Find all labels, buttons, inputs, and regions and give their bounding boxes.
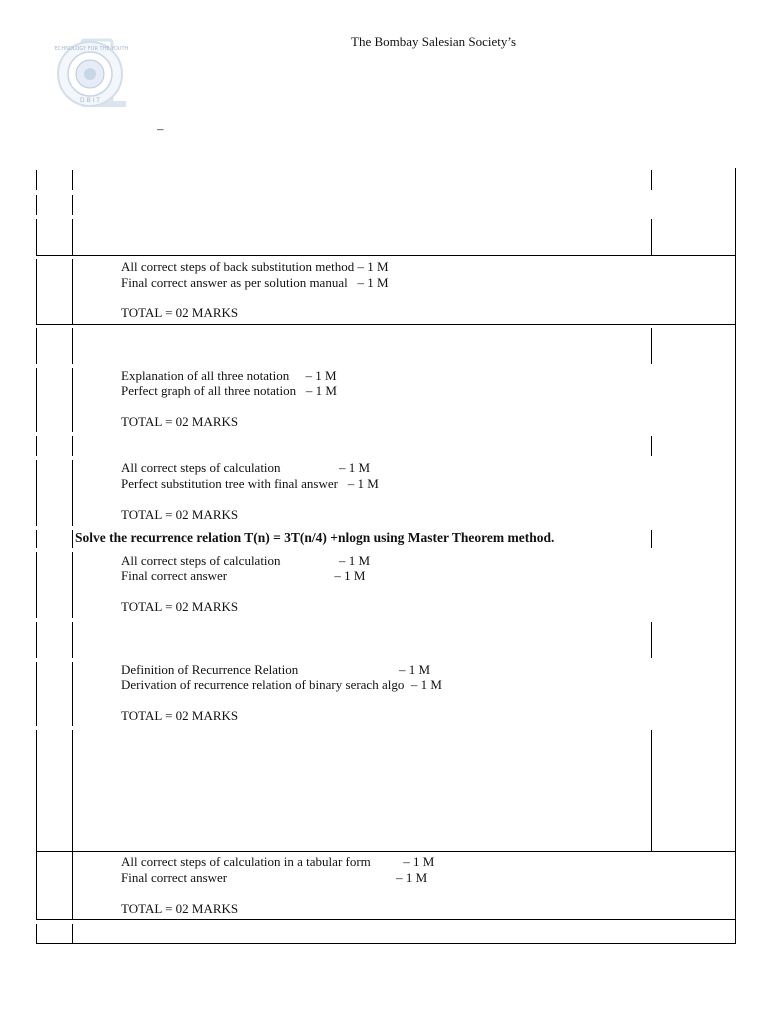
marking-line: All correct steps of calculation – 1 M [121,460,371,475]
header-dash: – [157,121,164,136]
marking-line: Perfect graph of all three notation – 1 M [121,383,337,398]
marking-line: Derivation of recurrence relation of binary serach algo – 1 M [121,677,442,692]
marking-line: Explanation of all three notation – 1 M [121,368,337,383]
marking-line: Final correct answer – 1 M [121,568,366,583]
college-logo [54,38,130,110]
marking-line: Perfect substitution tree with final answer – 1 M [121,476,379,491]
total-marks: TOTAL = 02 MARKS [121,708,239,723]
total-marks: TOTAL = 02 MARKS [121,507,239,522]
total-marks: TOTAL = 02 MARKS [121,599,239,614]
total-marks: TOTAL = 02 MARKS [121,901,239,916]
total-marks: TOTAL = 02 MARKS [121,305,239,320]
total-marks: TOTAL = 02 MARKS [121,414,239,429]
marking-line: Final correct answer as per solution manual – 1 M [121,275,389,290]
question-text: Solve the recurrence relation T(n) = 3T(n/4) +nlogn using Master Theorem method. [75,530,555,545]
logo-bottom-text: D B I T [80,97,100,104]
marking-line: All correct steps of back substitution method – 1 M [121,259,389,274]
marking-line: All correct steps of calculation – 1 M [121,553,371,568]
marking-line: All correct steps of calculation in a tabular form – 1 M [121,854,435,869]
marking-line: Final correct answer – 1 M [121,870,428,885]
organization-name: The Bombay Salesian Society’s [351,34,517,49]
logo-ring-text: TECHNOLOGY FOR THE YOUTH [54,46,129,52]
marking-line: Definition of Recurrence Relation – 1 M [121,662,431,677]
